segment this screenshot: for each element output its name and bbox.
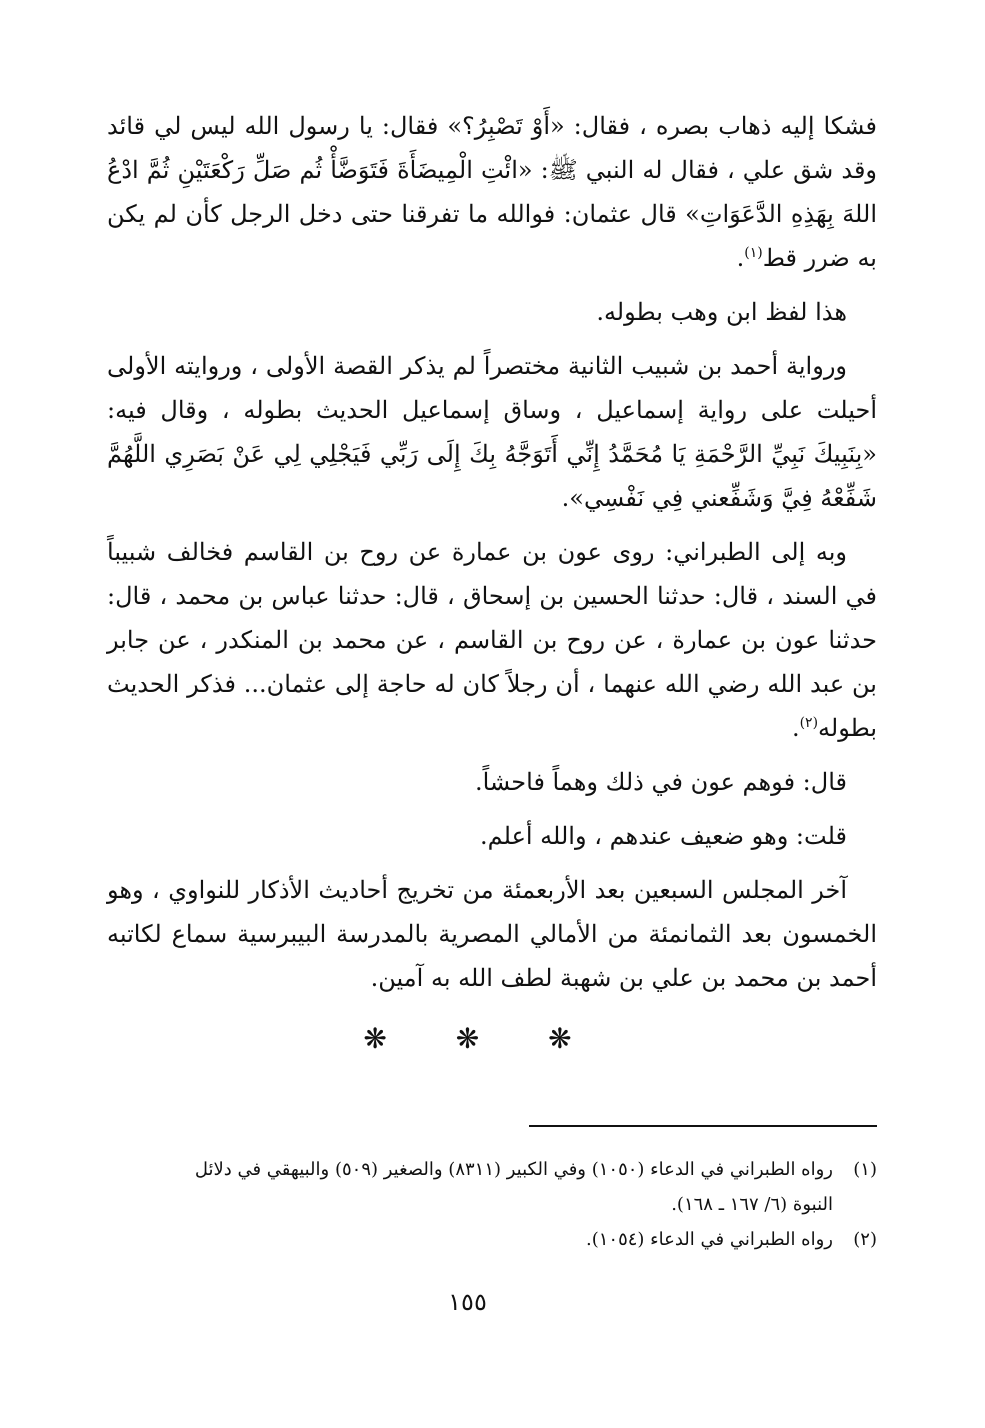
page-number: ١٥٥ <box>448 1288 487 1316</box>
paragraph-end: . <box>791 714 800 742</box>
footnote-2 <box>107 1222 877 1257</box>
paragraph-hadith-end <box>107 104 877 280</box>
footnote-1-continuation: النبوة (٦/ ١٦٧ ـ ١٦٨). <box>671 1194 833 1215</box>
footnote-divider <box>529 1125 877 1127</box>
footnote-number: (٢) <box>853 1229 877 1250</box>
paragraph-tabarani-chain <box>107 530 877 750</box>
footnote-1 <box>107 1152 877 1187</box>
paragraph-ahmad-riwaya: ورواية أحمد بن شبيب الثانية مختصراً لم يذكر القصة الأولى ، وروايته الأولى أحيلت على رواية إسماعيل ، وساق إسماعيل الحديث بطوله ، وقال فيه: «بِنَبِيكَ نَبِيِّ الرَّحْمَةِ يَا مُحَمَّدُ إِنِّي أَتَوَجَّهُ بِكَ إِلَى رَبِّي فَيَجْلِي لِي عَنْ بَصَرِي اللَّهُمَّ شَفِّعْهُ فِيَّ وَشَفِّعني فِي نَفْسِي». <box>107 352 877 512</box>
main-text <box>107 104 877 1010</box>
paragraph-end: . <box>736 244 745 272</box>
section-separator-stars: ❋ ❋ ❋ <box>363 1022 602 1055</box>
paragraph-text: وبه إلى الطبراني: روى عون بن عمارة عن روح بن القاسم فخالف شبيباً في السند ، قال: حدثنا الحسين بن إسحاق ، قال: حدثنا عباس بن محمد ، قال: حدثنا عون بن عمارة ، عن روح بن القاسم ، عن محمد بن المنكدر ، عن جابر بن عبد الله رضي الله عنهما ، أن رجلاً كان له حاجة إلى عثمان... فذكر الحديث بطوله <box>107 538 877 742</box>
footnote-text: رواه الطبراني في الدعاء (١٠٥٤). <box>585 1229 833 1250</box>
footnote-text: رواه الطبراني في الدعاء (١٠٥٠) وفي الكبير (٨٣١١) والصغير (٥٠٩) والبيهقي في دلائل <box>194 1159 833 1180</box>
paragraph-qala: قال: فوهم عون في ذلك وهماً فاحشاً. <box>474 768 847 796</box>
paragraph-ibn-wahb: هذا لفظ ابن وهب بطوله. <box>596 298 847 326</box>
footnote-number: (١) <box>853 1159 877 1180</box>
footnote-ref-2: (٢) <box>799 715 819 731</box>
footnotes <box>107 1152 877 1257</box>
footnote-ref-1: (١) <box>744 245 763 261</box>
paragraph-text: فشكا إليه ذهاب بصره ، فقال: «أَوْ تَصْبِرُ؟» فقال: يا رسول الله ليس لي قائد وقد شق علي ، فقال له النبي ﷺ: «ائْتِ الْمِيضَأَةَ فَتَوَضَّأْ ثُم صَلِّ رَكْعَتَيْنِ ثُمَّ ادْعُ اللهَ بِهَذِهِ الدَّعَوَاتِ» قال عثمان: فوالله ما تفرقنا حتى دخل الرجل كأن لم يكن به ضرر قط <box>107 112 877 272</box>
paragraph-qultu: قلت: وهو ضعيف عندهم ، والله أعلم. <box>480 822 847 850</box>
paragraph-majlis-end: آخر المجلس السبعين بعد الأربعمئة من تخريج أحاديث الأذكار للنواوي ، وهو الخمسون بعد الثمانمئة من الأمالي المصرية بالمدرسة البيبرسية سماع لكاتبه أحمد بن محمد بن علي بن شهبة لطف الله به آمين. <box>107 876 877 992</box>
